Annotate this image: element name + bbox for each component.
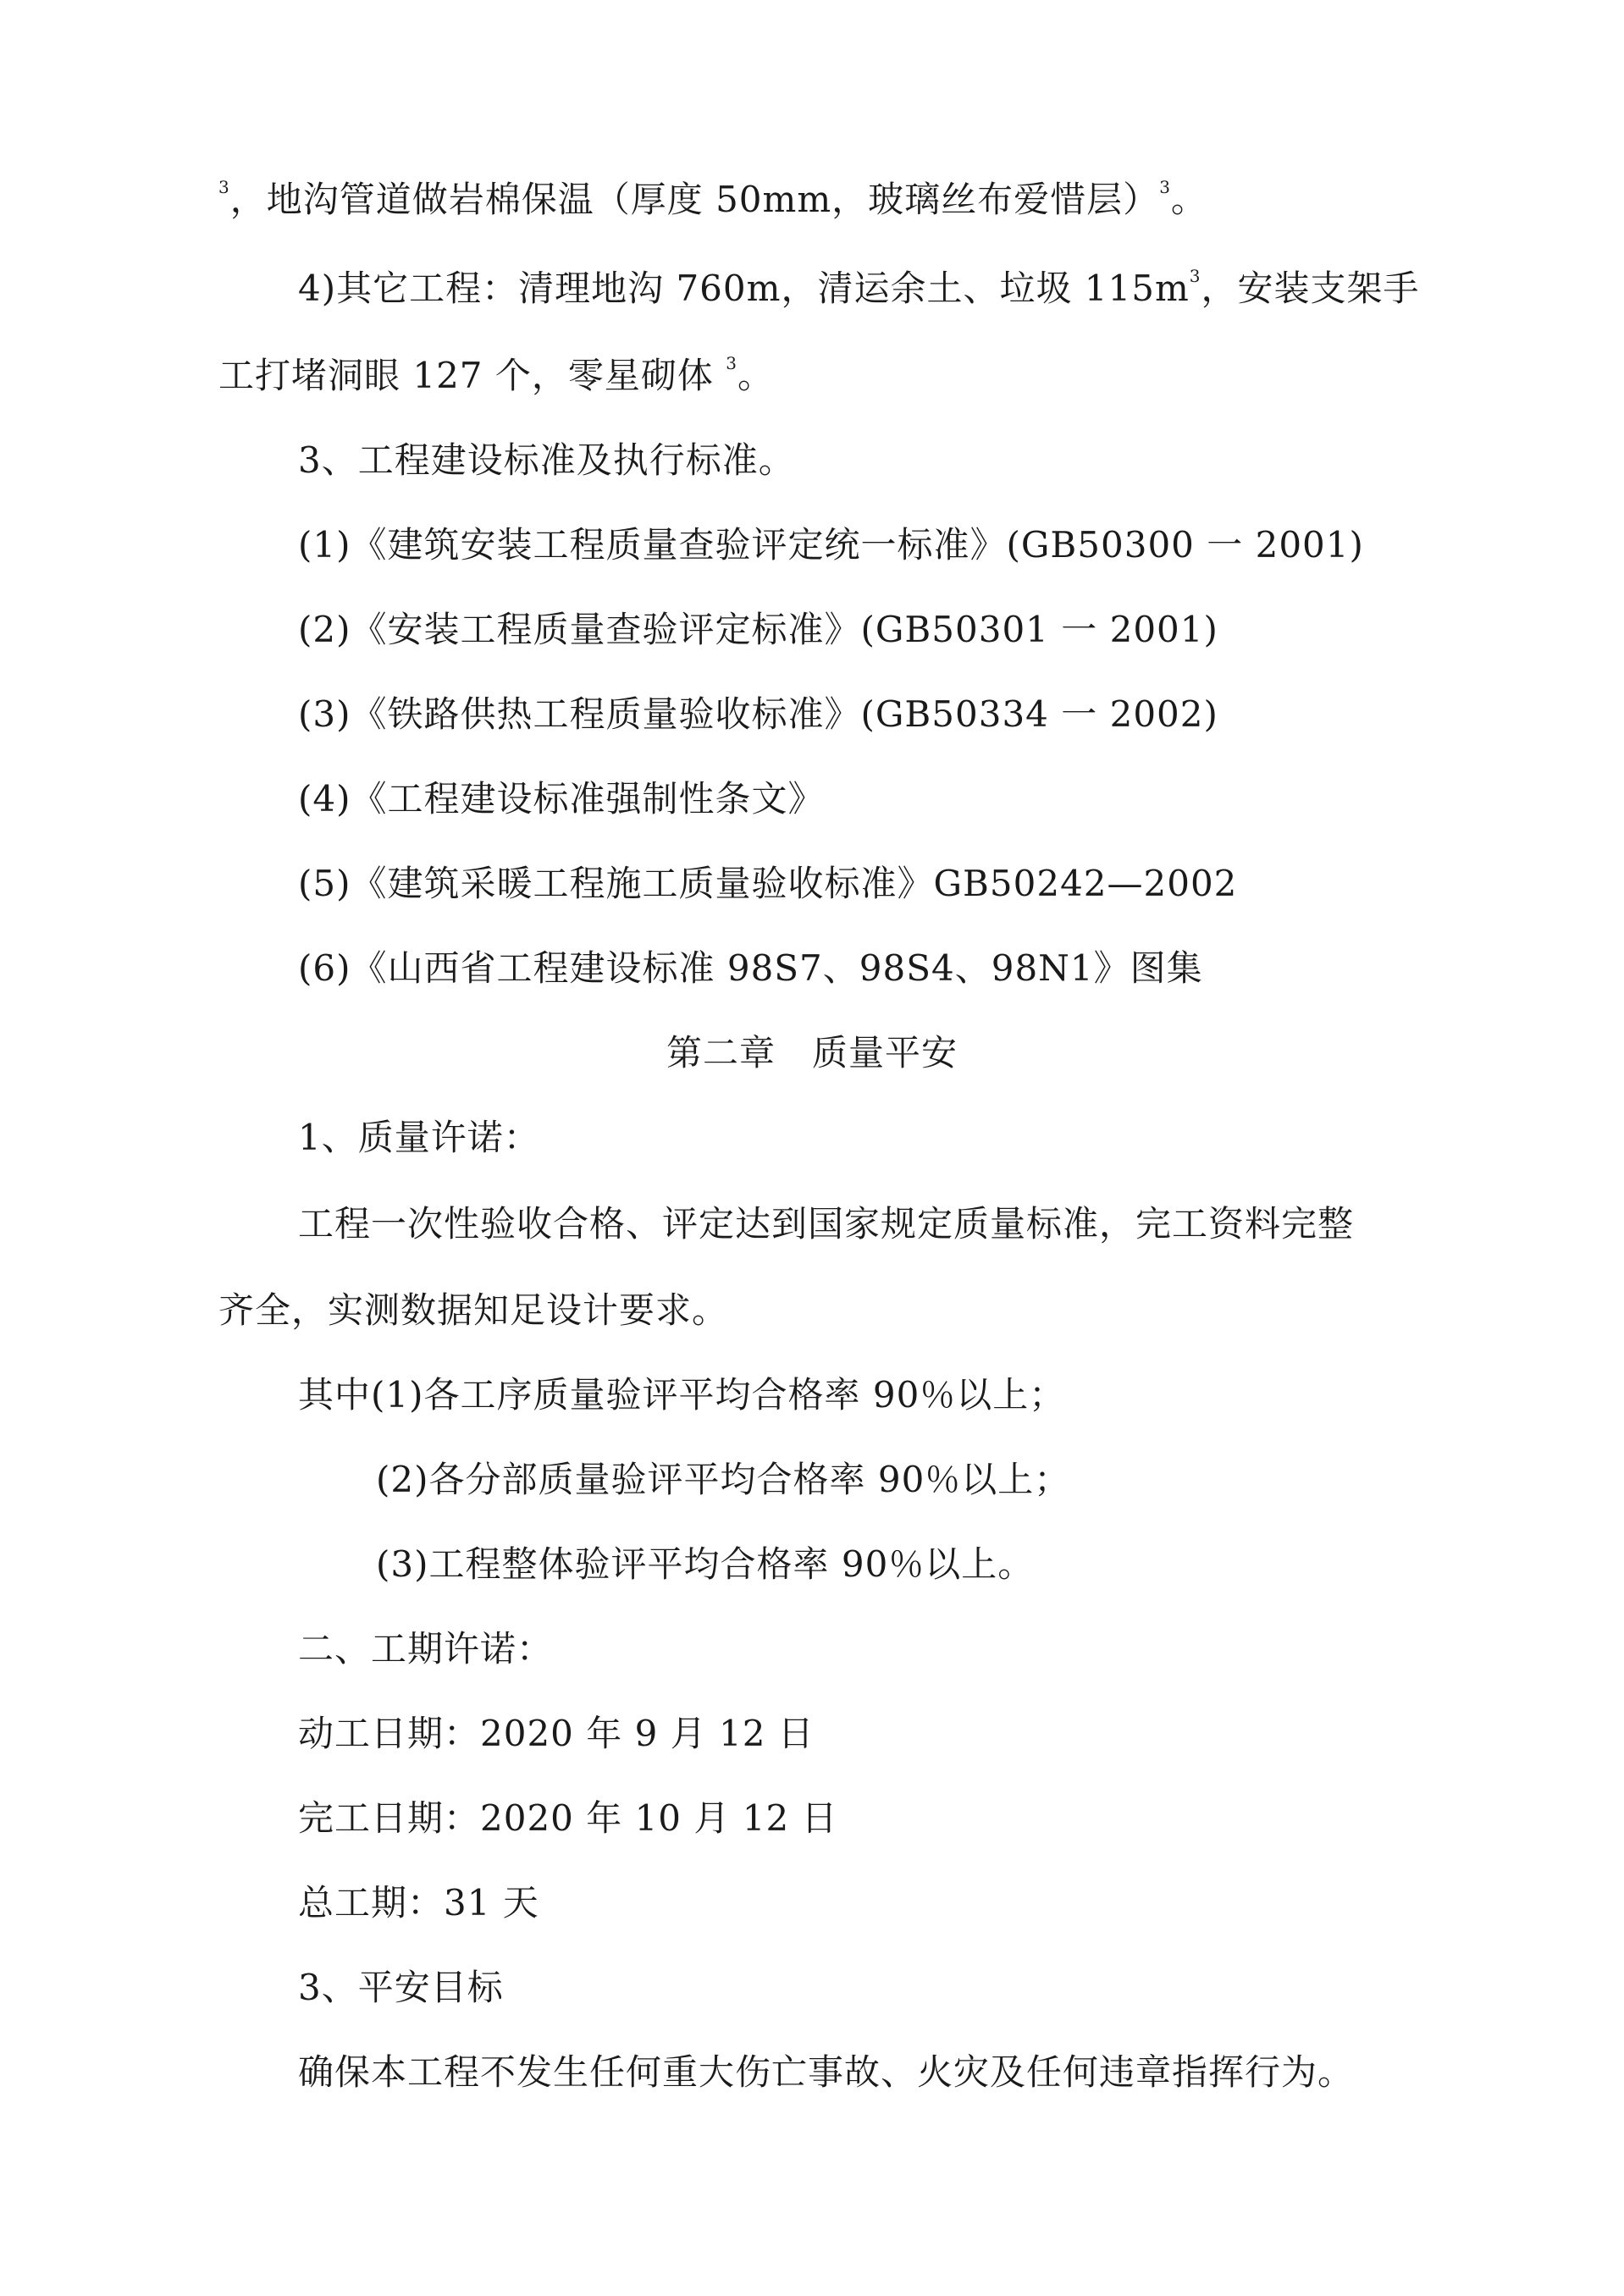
section-heading-standards: 3、工程建设标准及执行标准。 <box>298 439 795 481</box>
paragraph-line: 齐全，实测数据知足设计要求。 <box>218 1289 729 1331</box>
standard-item-1: (1)《建筑安装工程质量查验评定统一标准》(GB50300 一 2001) <box>298 524 1364 566</box>
superscript: 3 <box>1189 266 1201 286</box>
quality-item-1: 其中(1)各工序质量验评平均合格率 90％以上； <box>298 1374 1066 1416</box>
superscript: 3 <box>726 353 737 373</box>
chapter-title: 第二章 质量平安 <box>666 1032 958 1073</box>
quality-commitment-heading: 1、质量许诺： <box>298 1117 540 1158</box>
superscript: 3 <box>218 177 230 197</box>
line-text: 。 <box>1170 179 1207 220</box>
line-text: 工打堵洞眼 127 个，零星砌体 <box>218 355 726 396</box>
quality-item-2: (2)各分部质量验评平均合格率 90％以上； <box>376 1459 1071 1500</box>
safety-goal-heading: 3、平安目标 <box>298 1967 504 2008</box>
standard-item-3: (3)《铁路供热工程质量验收标准》(GB50334 一 2002) <box>298 693 1218 735</box>
paragraph-line-1 <box>218 178 1207 222</box>
paragraph-line: 工程一次性验收合格、评定达到国家规定质量标准，完工资料完整 <box>298 1203 1355 1245</box>
standard-item-6: (6)《山西省工程建设标准 98S7、98S4、98N1》图集 <box>298 947 1203 989</box>
safety-goal-text: 确保本工程不发生任何重大伤亡事故、火灾及任何违章指挥行为。 <box>298 2051 1355 2093</box>
line-text: 4)其它工程：清理地沟 760m，清运余土、垃圾 115m <box>298 268 1190 309</box>
superscript: 3 <box>1159 177 1171 197</box>
standard-item-4: (4)《工程建设标准强制性条文》 <box>298 778 825 820</box>
standard-item-5: (5)《建筑采暖工程施工质量验收标准》GB50242—2002 <box>298 863 1238 904</box>
completion-date: 完工日期：2020 年 10 月 12 日 <box>298 1797 838 1839</box>
quality-item-3: (3)工程整体验评平均合格率 90％以上。 <box>376 1543 1035 1585</box>
paragraph-line-2 <box>298 267 1420 311</box>
standard-item-2: (2)《安装工程质量查验评定标准》(GB50301 一 2001) <box>298 609 1218 650</box>
paragraph-line-3 <box>218 354 774 398</box>
schedule-commitment-heading: 二、工期许诺： <box>298 1628 554 1670</box>
line-text: ，地沟管道做岩棉保温（厚度 50mm，玻璃丝布爱惜层） <box>229 179 1160 220</box>
line-text: ，安装支架手 <box>1201 268 1420 309</box>
line-text: 。 <box>737 355 774 396</box>
total-duration: 总工期：31 天 <box>298 1882 539 1923</box>
start-date: 动工日期：2020 年 9 月 12 日 <box>298 1713 815 1754</box>
